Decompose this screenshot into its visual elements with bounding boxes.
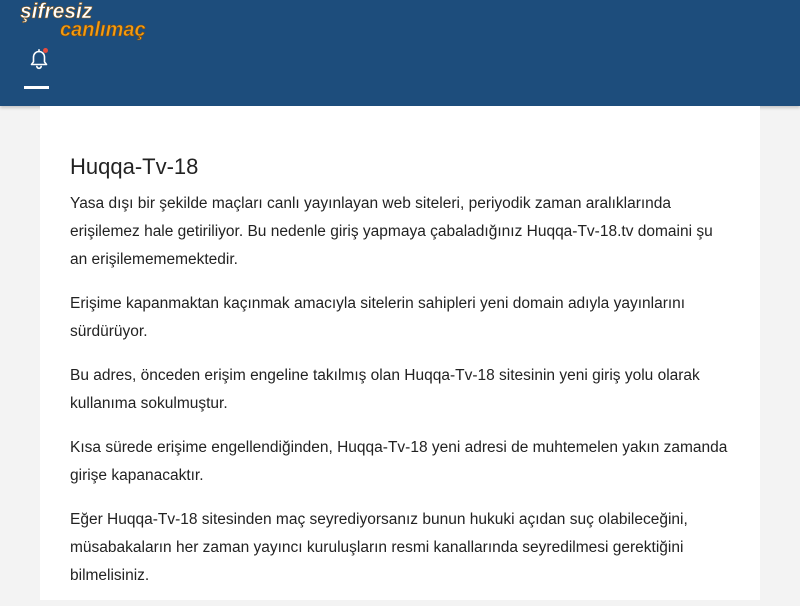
article-paragraph: Yasa dışı bir şekilde maçları canlı yayınlayan web siteleri, periyodik zaman aralıklarında erişilemez hale getiriliyor. Bu nedenle giriş yapmaya çabaladığınız Huqqa-Tv-18.tv domaini şu an erişilemememektedir.: [70, 195, 713, 268]
logo-text-line2: canlımaç: [60, 19, 146, 41]
menu-button[interactable]: [24, 80, 50, 94]
article-card: [40, 106, 760, 600]
site-logo[interactable]: [20, 1, 166, 41]
hamburger-menu-icon: [24, 86, 49, 89]
notifications-button[interactable]: [27, 48, 51, 72]
article-paragraph: Kısa sürede erişime engellendiğinden, Huqqa-Tv-18 yeni adresi de muhtemelen yakın zamanda girişe kapanacaktır.: [70, 439, 728, 484]
logo-text-line1: şifresiz: [20, 1, 93, 23]
article-content: [70, 150, 730, 606]
article-title: Huqqa-Tv-18: [70, 154, 199, 179]
notification-dot: [43, 48, 48, 53]
article-paragraph: Eğer Huqqa-Tv-18 sitesinden maç seyrediyorsanız bunun hukuki açıdan suç olabileceğini, müsabakaların her zaman yayıncı kuruluşların resmi kanallarında seyredilmesi gerektiğini bilmelisiniz.: [70, 511, 688, 584]
article-paragraph: Erişime kapanmaktan kaçınmak amacıyla sitelerin sahipleri yeni domain adıyla yayınlarını sürdürüyor.: [70, 295, 686, 340]
logo-graphic: [20, 1, 166, 41]
site-header: [0, 0, 800, 106]
article-paragraph: Bu adres, önceden erişim engeline takılmış olan Huqqa-Tv-18 sitesinin yeni giriş yolu olarak kullanıma sokulmuştur.: [70, 367, 700, 412]
